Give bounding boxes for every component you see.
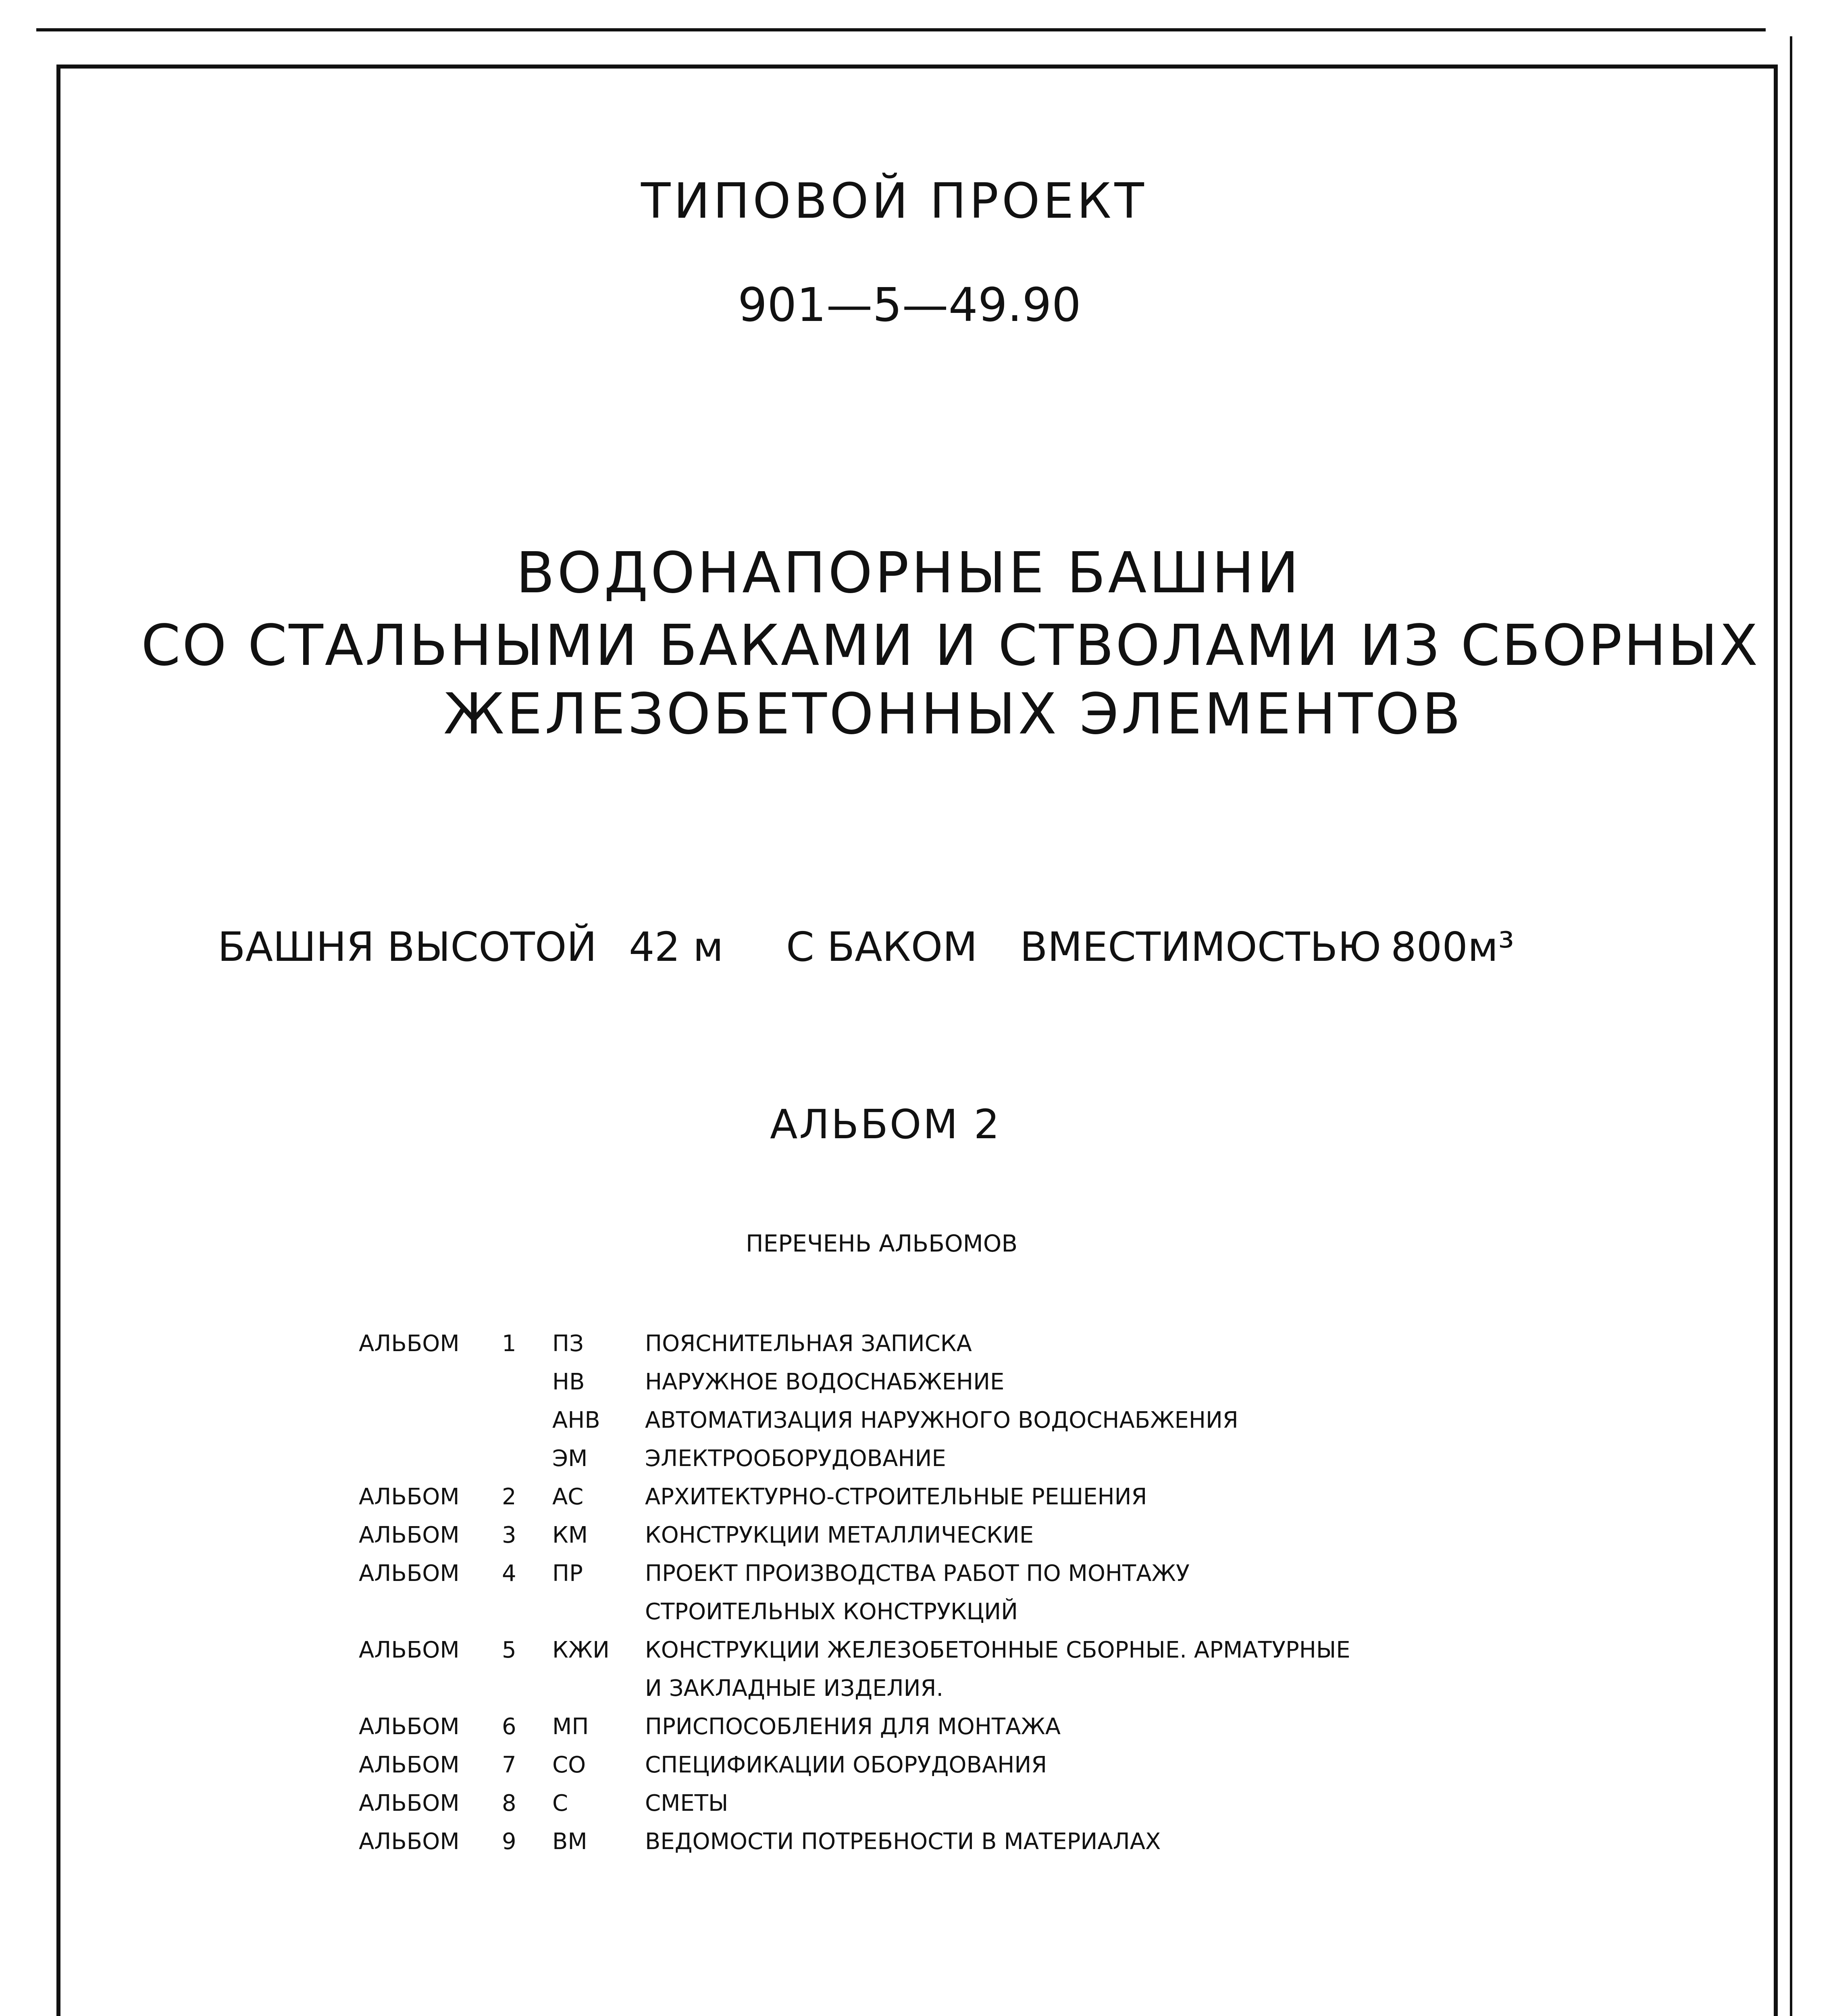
album-code: АС (552, 1484, 584, 1510)
album-label: АЛЬБОМ (359, 1560, 460, 1587)
album-description: КОНСТРУКЦИИ ЖЕЛЕЗОБЕТОННЫЕ СБОРНЫЕ. АРМАТУРНЫЕ (645, 1637, 1350, 1663)
album-label: АЛЬБОМ (359, 1637, 460, 1663)
album-code: МП (552, 1714, 589, 1740)
album-code: КЖИ (552, 1637, 610, 1663)
album-label: АЛЬБОМ (359, 1790, 460, 1816)
subtitle-volume: 800м³ (1391, 923, 1515, 971)
album-description: СПЕЦИФИКАЦИИ ОБОРУДОВАНИЯ (645, 1752, 1047, 1778)
album-code: С (552, 1790, 568, 1816)
album-number: 5 (502, 1637, 516, 1663)
subtitle-capacity: ВМЕСТИМОСТЬЮ (1020, 923, 1382, 971)
album-number: 2 (502, 1484, 516, 1510)
album-code: КМ (552, 1522, 588, 1548)
album-label: АЛЬБОМ (359, 1752, 460, 1778)
album-code: СО (552, 1752, 586, 1778)
right-rule (1790, 36, 1792, 2016)
album-label: АЛЬБОМ (359, 1714, 460, 1740)
album-code: ПР (552, 1560, 583, 1587)
album-description: ПРОЕКТ ПРОИЗВОДСТВА РАБОТ ПО МОНТАЖУ (645, 1560, 1190, 1587)
album-label: АЛЬБОМ (359, 1522, 460, 1548)
album-code: ВМ (552, 1829, 587, 1855)
main-title-line3: ЖЕЛЕЗОБЕТОННЫХ ЭЛЕМЕНТОВ (443, 681, 1463, 747)
album-label: АЛЬБОМ (359, 1484, 460, 1510)
album-description: И ЗАКЛАДНЫЕ ИЗДЕЛИЯ. (645, 1675, 944, 1702)
album-description: СТРОИТЕЛЬНЫХ КОНСТРУКЦИЙ (645, 1599, 1018, 1625)
album-description: АРХИТЕКТУРНО-СТРОИТЕЛЬНЫЕ РЕШЕНИЯ (645, 1484, 1147, 1510)
project-type-title: ТИПОВОЙ ПРОЕКТ (641, 173, 1147, 229)
album-description: ЭЛЕКТРООБОРУДОВАНИЕ (645, 1445, 946, 1472)
album-code: ЭМ (552, 1445, 588, 1472)
album-description: ПОЯСНИТЕЛЬНАЯ ЗАПИСКА (645, 1331, 972, 1357)
album-description: НАРУЖНОЕ ВОДОСНАБЖЕНИЕ (645, 1369, 1005, 1395)
album-code: НВ (552, 1369, 585, 1395)
main-title-line1: ВОДОНАПОРНЫЕ БАШНИ (516, 540, 1302, 606)
album-number: 7 (502, 1752, 516, 1778)
albums-heading: ПЕРЕЧЕНЬ АЛЬБОМОВ (746, 1230, 1018, 1257)
album-number: 8 (502, 1790, 516, 1816)
album-label: АЛЬБОМ (359, 1829, 460, 1855)
album-code: АНВ (552, 1407, 600, 1433)
album-code: ПЗ (552, 1331, 584, 1357)
album-description: ВЕДОМОСТИ ПОТРЕБНОСТИ В МАТЕРИАЛАХ (645, 1829, 1161, 1855)
main-title-line2: СО СТАЛЬНЫМИ БАКАМИ И СТВОЛАМИ ИЗ СБОРНЫХ (141, 613, 1760, 679)
subtitle-height: 42 м (629, 923, 724, 971)
subtitle-tank: С БАКОМ (786, 923, 978, 971)
album-number: 1 (502, 1331, 516, 1357)
album-description: КОНСТРУКЦИИ МЕТАЛЛИЧЕСКИЕ (645, 1522, 1034, 1548)
album-description: СМЕТЫ (645, 1790, 728, 1816)
album-number: 4 (502, 1560, 516, 1587)
album-number: 3 (502, 1522, 516, 1548)
album-number: 9 (502, 1829, 516, 1855)
top-rule (36, 28, 1766, 31)
project-number: 901—5—49.90 (738, 278, 1081, 332)
subtitle-tower: БАШНЯ ВЫСОТОЙ (218, 923, 597, 971)
album-number: 6 (502, 1714, 516, 1740)
album-label: АЛЬБОМ (359, 1331, 460, 1357)
album-description: ПРИСПОСОБЛЕНИЯ ДЛЯ МОНТАЖА (645, 1714, 1061, 1740)
album-title: АЛЬБОМ 2 (770, 1101, 1001, 1148)
album-description: АВТОМАТИЗАЦИЯ НАРУЖНОГО ВОДОСНАБЖЕНИЯ (645, 1407, 1238, 1433)
